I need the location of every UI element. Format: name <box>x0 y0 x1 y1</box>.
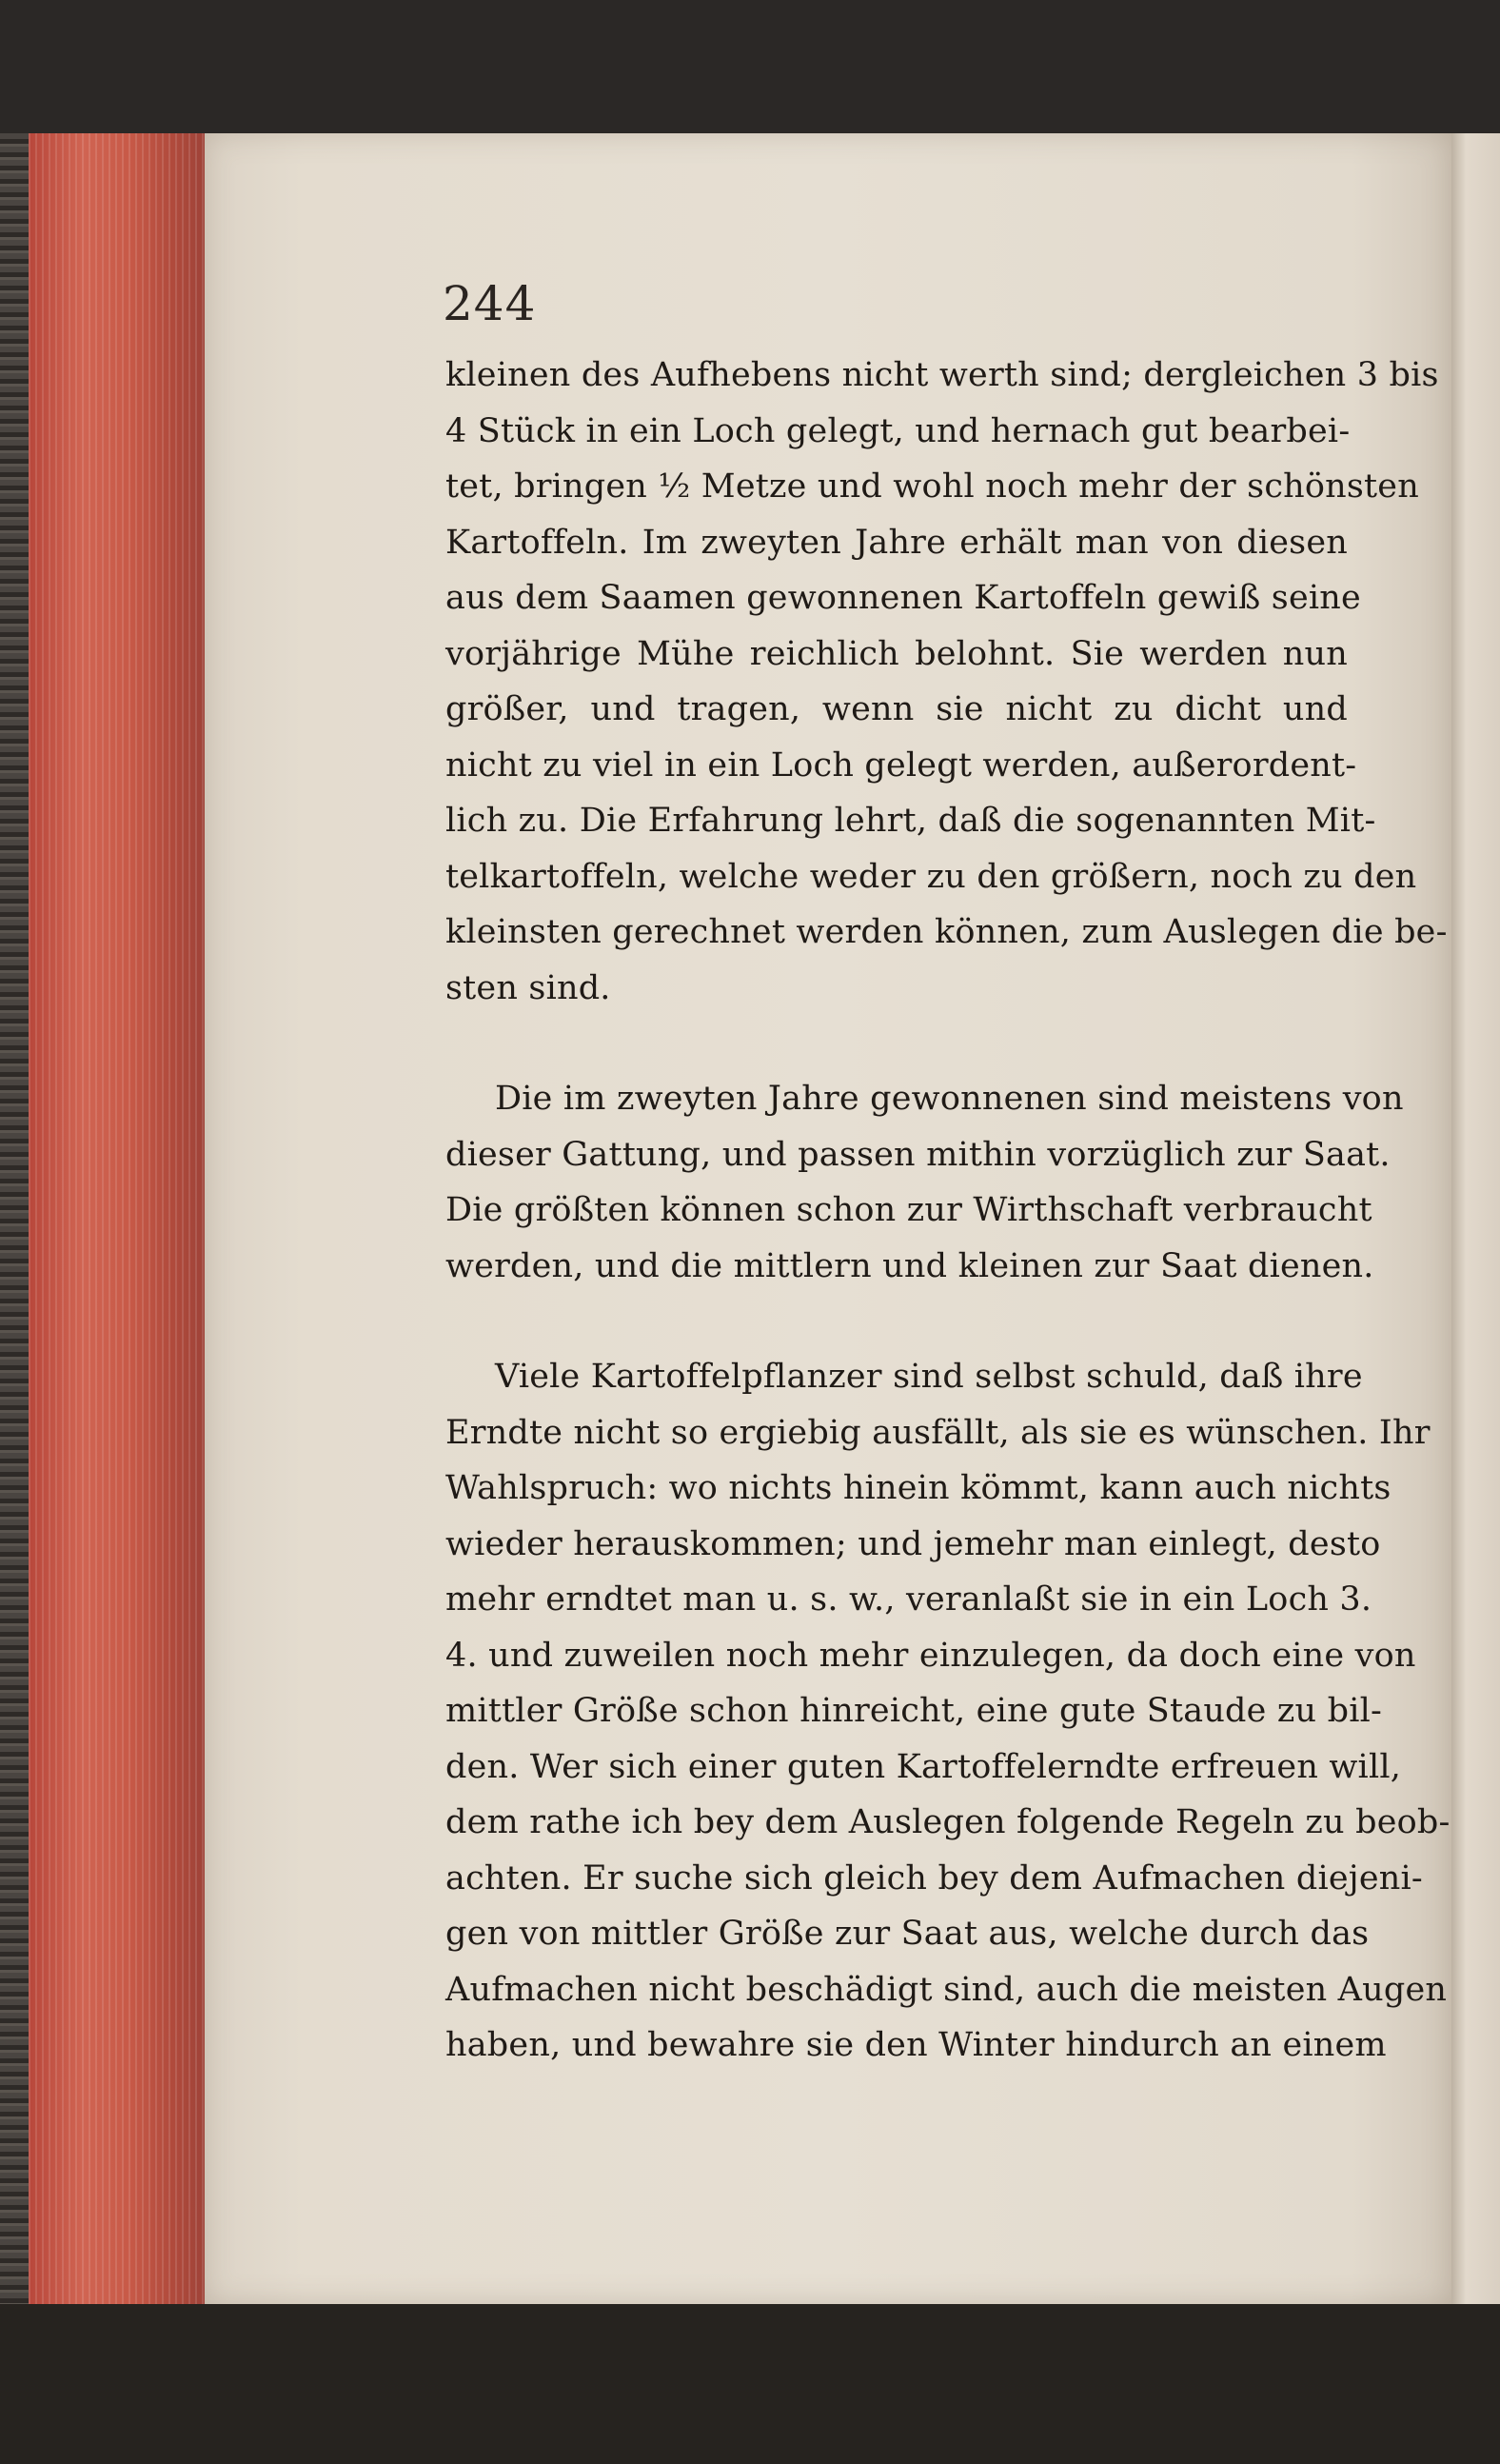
text-line: 4 Stück in ein Loch gelegt, und hernach gut bearbei- <box>445 411 1351 450</box>
text-line: Wahlspruch: wo nichts hinein kömmt, kann auch nichts <box>445 1469 1391 1507</box>
text-line: achten. Er suche sich gleich bey dem Aufmachen diejeni- <box>445 1858 1423 1898</box>
text-line: telkartoffeln, welche weder zu den größern, noch zu den <box>445 857 1417 896</box>
text-line: Die im zweyten Jahre gewonnenen sind meistens von <box>495 1080 1404 1118</box>
paragraph-3 <box>445 1349 1451 2074</box>
text-line: vorjährige Mühe reichlich belohnt. Sie werden nun <box>445 634 1348 673</box>
text-line: den. Wer sich einer guten Kartoffelerndte erfreuen will, <box>445 1747 1402 1786</box>
paragraph-2 <box>445 1071 1404 1294</box>
paragraph-gap <box>445 1294 1348 1349</box>
text-line: sten sind. <box>445 968 611 1007</box>
text-line: Die größten können schon zur Wirthschaft verbraucht <box>445 1191 1372 1229</box>
text-line: 4. und zuweilen noch mehr einzulegen, da doch eine von <box>445 1636 1416 1675</box>
text-line: kleinen des Aufhebens nicht werth sind; dergleichen 3 bis <box>445 356 1439 394</box>
text-line: gen von mittler Größe zur Saat aus, welche durch das <box>445 1915 1370 1953</box>
body-text <box>445 348 1451 2074</box>
text-line: mehr erndtet man u. s. w., veranlaßt sie in ein Loch 3. <box>445 1580 1372 1619</box>
text-line: aus dem Saamen gewonnenen Kartoffeln gewiß seine <box>445 579 1361 617</box>
text-line: lich zu. Die Erfahrung lehrt, daß die sogenannten Mit- <box>445 802 1376 840</box>
text-line: wieder herauskommen; und jemehr man einlegt, desto <box>445 1524 1381 1563</box>
text-line: kleinsten gerechnet werden können, zum Auslegen die be- <box>445 913 1448 951</box>
text-line: Viele Kartoffelpflanzer sind selbst schuld, daß ihre <box>495 1358 1363 1396</box>
text-line: Kartoffeln. Im zweyten Jahre erhält man von diesen <box>445 523 1348 562</box>
paragraph-gap <box>445 1016 1348 1071</box>
text-line: dem rathe ich bey dem Auslegen folgende Regeln zu beob- <box>445 1803 1451 1841</box>
paragraph-1 <box>445 348 1448 1016</box>
text-line: dieser Gattung, und passen mithin vorzüglich zur Saat. <box>445 1135 1391 1174</box>
facing-page-edge <box>1451 133 1500 2304</box>
page-number: 244 <box>443 276 537 331</box>
page-edges-red <box>29 133 212 2304</box>
text-line: Erndte nicht so ergiebig ausfällt, als sie es wünschen. Ihr <box>445 1413 1431 1452</box>
text-line: mittler Größe schon hinreicht, eine gute Staude zu bil- <box>445 1692 1383 1730</box>
text-line: Aufmachen nicht beschädigt sind, auch die meisten Augen <box>445 1970 1448 2009</box>
text-line: werden, und die mittlern und kleinen zur Saat dienen. <box>445 1246 1374 1285</box>
text-line: haben, und bewahre sie den Winter hindurch an einem <box>445 2026 1387 2064</box>
text-line: nicht zu viel in ein Loch gelegt werden, außerordent- <box>445 745 1357 785</box>
text-line: größer, und tragen, wenn sie nicht zu dicht und <box>445 690 1348 728</box>
scan-background <box>0 2304 1500 2464</box>
text-line: tet, bringen ½ Metze und wohl noch mehr der schönsten <box>445 467 1419 506</box>
